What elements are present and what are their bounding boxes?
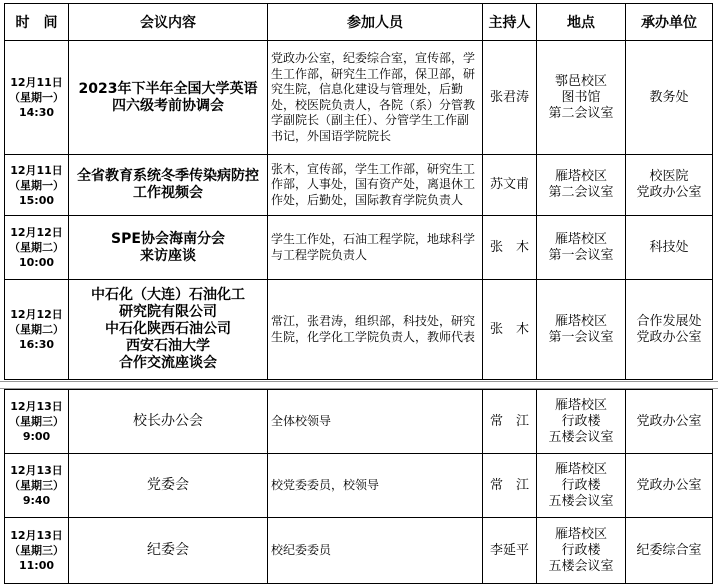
meeting-time-cell: [5, 390, 69, 454]
location-line: 雁塔校区: [554, 169, 607, 184]
meeting-weekday: （星期一）: [9, 178, 64, 192]
organizer-cell: [626, 216, 713, 280]
attendees-text: 张木，宣传部，学生工作部，研究生工作部，人事处，国有资产处，离退休工作处，后勤处，国际教育学院负责人: [271, 161, 476, 207]
host-cell: [483, 155, 537, 216]
meeting-clock-time: 9:00: [22, 430, 51, 443]
table-row: [5, 280, 713, 380]
meeting-date: 12月11日: [10, 163, 63, 177]
location-line: 行政楼: [561, 542, 601, 558]
host-name: 常 江: [489, 413, 529, 429]
page-break-divider: [0, 381, 718, 389]
organizer-line: 党政办公室: [636, 413, 702, 429]
meeting-clock-time: 10:00: [18, 256, 54, 269]
attendees-cell: [268, 280, 483, 380]
meeting-weekday: （星期二）: [9, 241, 64, 254]
table-row: [5, 390, 713, 454]
meeting-date: 12月11日: [10, 76, 63, 89]
meeting-date: 12月12日: [10, 308, 63, 321]
meeting-topic-line: 校长办公会: [133, 413, 203, 429]
meeting-weekday: （星期一）: [9, 91, 64, 104]
meeting-topic-cell: [69, 155, 268, 216]
location-line: 鄠邑校区: [554, 73, 607, 89]
location-cell: [537, 390, 626, 454]
meeting-topic-line: 工作视频会: [133, 185, 203, 201]
meeting-topic-cell: [69, 390, 268, 454]
meeting-topic-cell: [69, 216, 268, 280]
organizer-line: 党政办公室: [636, 185, 702, 200]
attendees-text: 党政办公室，纪委综合室，宣传部，学生工作部，研究生工作部，保卫部，研究生院，信息化建设与管理处，后勤处，校医院负责人，各院（系）分管教学副院长（副主任）、分管学生工作副书记，外国语学院院长: [271, 51, 476, 143]
host-name: 张君涛: [489, 89, 529, 105]
location-cell: [537, 41, 626, 155]
location-cell: [537, 454, 626, 518]
location-line: 五楼会议室: [548, 493, 614, 509]
meeting-clock-time: 14:30: [18, 106, 54, 119]
location-cell: [537, 518, 626, 584]
location-line: 雁塔校区: [554, 397, 607, 413]
meeting-weekday: （星期三）: [9, 544, 64, 557]
location-line: 雁塔校区: [554, 231, 607, 247]
table-row: [5, 454, 713, 518]
organizer-cell: [626, 518, 713, 584]
organizer-line: 科技处: [649, 239, 689, 255]
meeting-topic-line: 研究院有限公司: [119, 304, 217, 320]
header-host: 主持人: [483, 4, 537, 41]
location-line: 雁塔校区: [554, 313, 607, 329]
meeting-topic-cell: [69, 41, 268, 155]
location-line: 第二会议室: [548, 185, 614, 200]
header-location: 地点: [537, 4, 626, 41]
meeting-clock-time: 9:40: [22, 494, 51, 507]
meeting-weekday: （星期三）: [9, 415, 64, 428]
organizer-cell: [626, 155, 713, 216]
location-line: 五楼会议室: [548, 429, 614, 445]
meeting-clock-time: 11:00: [18, 559, 54, 572]
table-row: [5, 41, 713, 155]
host-cell: [483, 454, 537, 518]
meeting-topic-line: SPE协会海南分会: [111, 230, 225, 247]
attendees-cell: [268, 454, 483, 518]
location-line: 行政楼: [561, 477, 601, 493]
host-cell: [483, 518, 537, 584]
meeting-topic-line: 党委会: [147, 477, 189, 493]
organizer-line: 党政办公室: [636, 477, 702, 493]
location-line: 五楼会议室: [548, 558, 614, 574]
schedule-table-top: [4, 3, 713, 380]
meeting-time-cell: [5, 155, 69, 216]
location-cell: [537, 216, 626, 280]
table-row: [5, 155, 713, 216]
table-row: [5, 216, 713, 280]
meeting-time-cell: [5, 41, 69, 155]
schedule-table-bottom: [4, 389, 713, 584]
organizer-cell: [626, 390, 713, 454]
meeting-topic-line: 纪委会: [147, 542, 189, 558]
attendees-cell: [268, 216, 483, 280]
host-cell: [483, 216, 537, 280]
host-cell: [483, 41, 537, 155]
location-line: 行政楼: [561, 413, 601, 429]
attendees-text: 校纪委委员: [271, 542, 332, 557]
location-line: 第二会议室: [548, 105, 614, 121]
meeting-time-cell: [5, 216, 69, 280]
host-name: 张 木: [489, 321, 529, 337]
host-name: 李延平: [489, 542, 529, 558]
location-cell: [537, 155, 626, 216]
header-attendees: 参加人员: [268, 4, 483, 41]
meeting-time-cell: [5, 280, 69, 380]
organizer-line: 纪委综合室: [636, 542, 702, 558]
table-row: [5, 518, 713, 584]
meeting-weekday: （星期二）: [9, 323, 64, 336]
host-cell: [483, 280, 537, 380]
organizer-line: 合作发展处: [636, 313, 702, 329]
meeting-topic-line: 中石化（大连）石油化工: [91, 287, 245, 303]
meeting-topic-line: 全省教育系统冬季传染病防控: [77, 168, 259, 184]
attendees-text: 全体校领导: [271, 413, 332, 428]
organizer-cell: [626, 454, 713, 518]
meeting-clock-time: 15:00: [18, 193, 54, 207]
location-line: 雁塔校区: [554, 461, 607, 477]
meeting-topic-line: 中石化陕西石油公司: [105, 321, 231, 337]
location-line: 雁塔校区: [554, 526, 607, 542]
attendees-cell: [268, 390, 483, 454]
meeting-date: 12月13日: [10, 529, 63, 542]
attendees-cell: [268, 155, 483, 216]
meeting-topic-line: 西安石油大学: [126, 338, 210, 354]
meeting-topic-cell: [69, 454, 268, 518]
meeting-topic-cell: [69, 280, 268, 380]
meeting-time-cell: [5, 454, 69, 518]
host-name: 常 江: [489, 477, 529, 493]
meeting-date: 12月13日: [10, 464, 63, 477]
attendees-text: 常江，张君涛，组织部，科技处，研究生院，化学化工学院负责人，教师代表: [271, 314, 476, 344]
meeting-clock-time: 16:30: [18, 338, 54, 351]
location-cell: [537, 280, 626, 380]
organizer-line: 党政办公室: [636, 329, 702, 345]
location-line: 图书馆: [561, 89, 601, 105]
location-line: 第一会议室: [548, 247, 614, 263]
meeting-topic-line: 来访座谈: [140, 247, 196, 264]
attendees-cell: [268, 41, 483, 155]
meeting-weekday: （星期三）: [9, 479, 64, 492]
meeting-topic-line: 四六级考前协调会: [112, 97, 224, 114]
organizer-cell: [626, 41, 713, 155]
attendees-text: 校党委委员，校领导: [271, 477, 380, 492]
organizer-line: 校医院: [649, 169, 689, 184]
host-cell: [483, 390, 537, 454]
attendees-text: 学生工作处，石油工程学院，地球科学与工程学院负责人: [271, 232, 476, 262]
meeting-topic-cell: [69, 518, 268, 584]
meeting-topic-line: 合作交流座谈会: [119, 355, 217, 371]
attendees-cell: [268, 518, 483, 584]
header-topic: 会议内容: [69, 4, 268, 41]
location-line: 第一会议室: [548, 329, 614, 345]
organizer-line: 教务处: [649, 89, 689, 105]
meeting-date: 12月13日: [10, 400, 63, 413]
meeting-topic-line: 2023年下半年全国大学英语: [78, 80, 258, 97]
meeting-time-cell: [5, 518, 69, 584]
header-time: 时 间: [5, 4, 69, 41]
host-name: 张 木: [489, 239, 529, 255]
organizer-cell: [626, 280, 713, 380]
meeting-date: 12月12日: [10, 226, 63, 239]
host-name: 苏文甫: [489, 177, 529, 192]
header-organizer: 承办单位: [626, 4, 713, 41]
header-row: [5, 4, 713, 41]
